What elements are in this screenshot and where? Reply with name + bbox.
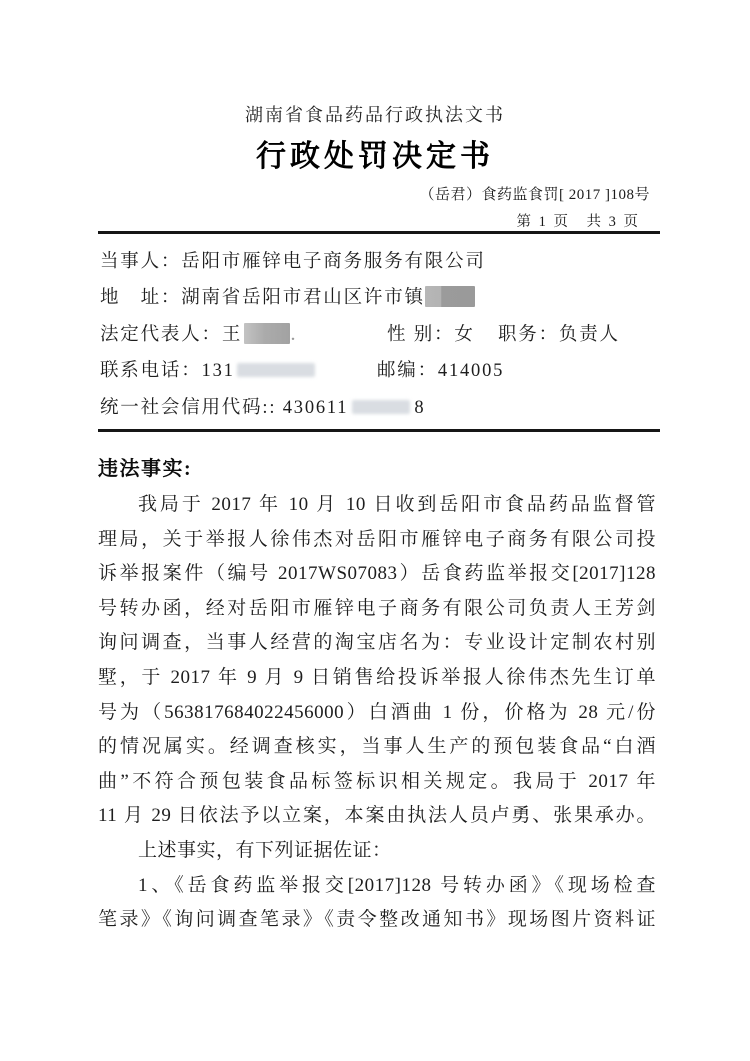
fact-line: 号转办函，经对岳阳市雁锌电子商务有限公司负责人王芳剑 — [98, 597, 656, 619]
party-name-row — [100, 244, 656, 280]
legal-rep-group — [100, 325, 309, 345]
party-info-block — [100, 244, 656, 426]
party-name-label: 当事人： — [100, 252, 182, 272]
fact-line: 笔录》《询问调查笔录》《责令整改通知书》现场图片资料证 — [98, 909, 656, 931]
postcode-value: 414005 — [437, 361, 505, 382]
fact-line: 11 月 29 日依法予以立案，本案由执法人员卢勇、张果承办。 — [98, 805, 656, 827]
fact-line: 曲”不符合预包装食品标签标识相关规定。我局于 2017 年 — [98, 770, 656, 792]
fact-line: 墅，于 2017 年 9 月 9 日销售给投诉举报人徐伟杰先生订单 — [98, 666, 656, 688]
party-address-row — [100, 280, 656, 316]
fact-line: 1、《岳食药监举报交[2017]128 号转办函》《现场检查 — [138, 874, 656, 896]
fact-line: 上述事实，有下列证据佐证： — [138, 839, 392, 861]
phone-redaction-smudge — [237, 363, 315, 377]
party-name-value: 岳阳市雁锌电子商务服务有限公司 — [181, 252, 486, 272]
postcode-group — [377, 353, 504, 389]
credit-code-label: 统一社会信用代码:: — [100, 397, 277, 418]
party-address-label: 地 址： — [100, 288, 182, 309]
fact-line: 询问调查，当事人经营的淘宝店名为：专业设计定制农村别 — [98, 632, 656, 654]
document-title: 行政处罚决定书 — [256, 140, 494, 173]
facts-lines — [98, 488, 656, 938]
credit-code-redaction-smudge — [352, 400, 410, 414]
party-phone-row — [100, 353, 656, 389]
position-group — [498, 317, 620, 353]
party-credit-code-row — [100, 390, 656, 426]
address-redaction-box — [425, 286, 475, 307]
page-indicator: 第 1 页 共 3 页 — [516, 214, 640, 230]
position-label: 职务： — [498, 324, 559, 345]
fact-line: 号为（563817684022456000）白酒曲 1 份，价格为 28 元/份 — [98, 701, 656, 723]
name-redaction-box — [244, 323, 290, 344]
credit-code-suffix: 8 — [414, 397, 426, 418]
fact-line: 的情况属实。经调查核实，当事人生产的预包装食品“白酒 — [98, 736, 656, 758]
gender-group — [387, 317, 475, 353]
gender-label: 性 别： — [387, 324, 455, 345]
postcode-label: 邮编： — [377, 361, 438, 382]
position-value: 负责人 — [558, 324, 620, 345]
horizontal-rule-bottom — [98, 429, 660, 432]
phone-label: 联系电话： — [100, 361, 202, 382]
phone-value: 131 — [201, 361, 235, 382]
fact-line: 我局于 2017 年 10 月 10 日收到岳阳市食品药品监督管 — [138, 494, 656, 515]
party-address-value: 湖南省岳阳市君山区许市镇 — [181, 288, 425, 309]
legal-rep-value: 王 — [221, 324, 243, 345]
party-legal-rep-row — [100, 317, 656, 353]
horizontal-rule-top — [98, 231, 660, 234]
legal-rep-label: 法定代表人： — [100, 324, 222, 345]
letterhead: 湖南省食品药品行政执法文书 — [245, 105, 505, 125]
facts-section — [98, 451, 656, 938]
fact-line: 理局，关于举报人徐伟杰对岳阳市雁锌电子商务有限公司投 — [98, 528, 656, 550]
document-number: （岳君）食药监食罚[ 2017 ]108号 — [419, 187, 650, 203]
redaction-dot: ． — [290, 324, 309, 345]
phone-group — [100, 361, 315, 381]
gender-value: 女 — [454, 324, 475, 345]
facts-heading: 违法事实: — [98, 458, 193, 480]
fact-line: 诉举报案件（编号 2017WS07083）岳食药监举报交[2017]128 — [98, 563, 656, 585]
credit-code-value: 430611 — [282, 397, 349, 418]
